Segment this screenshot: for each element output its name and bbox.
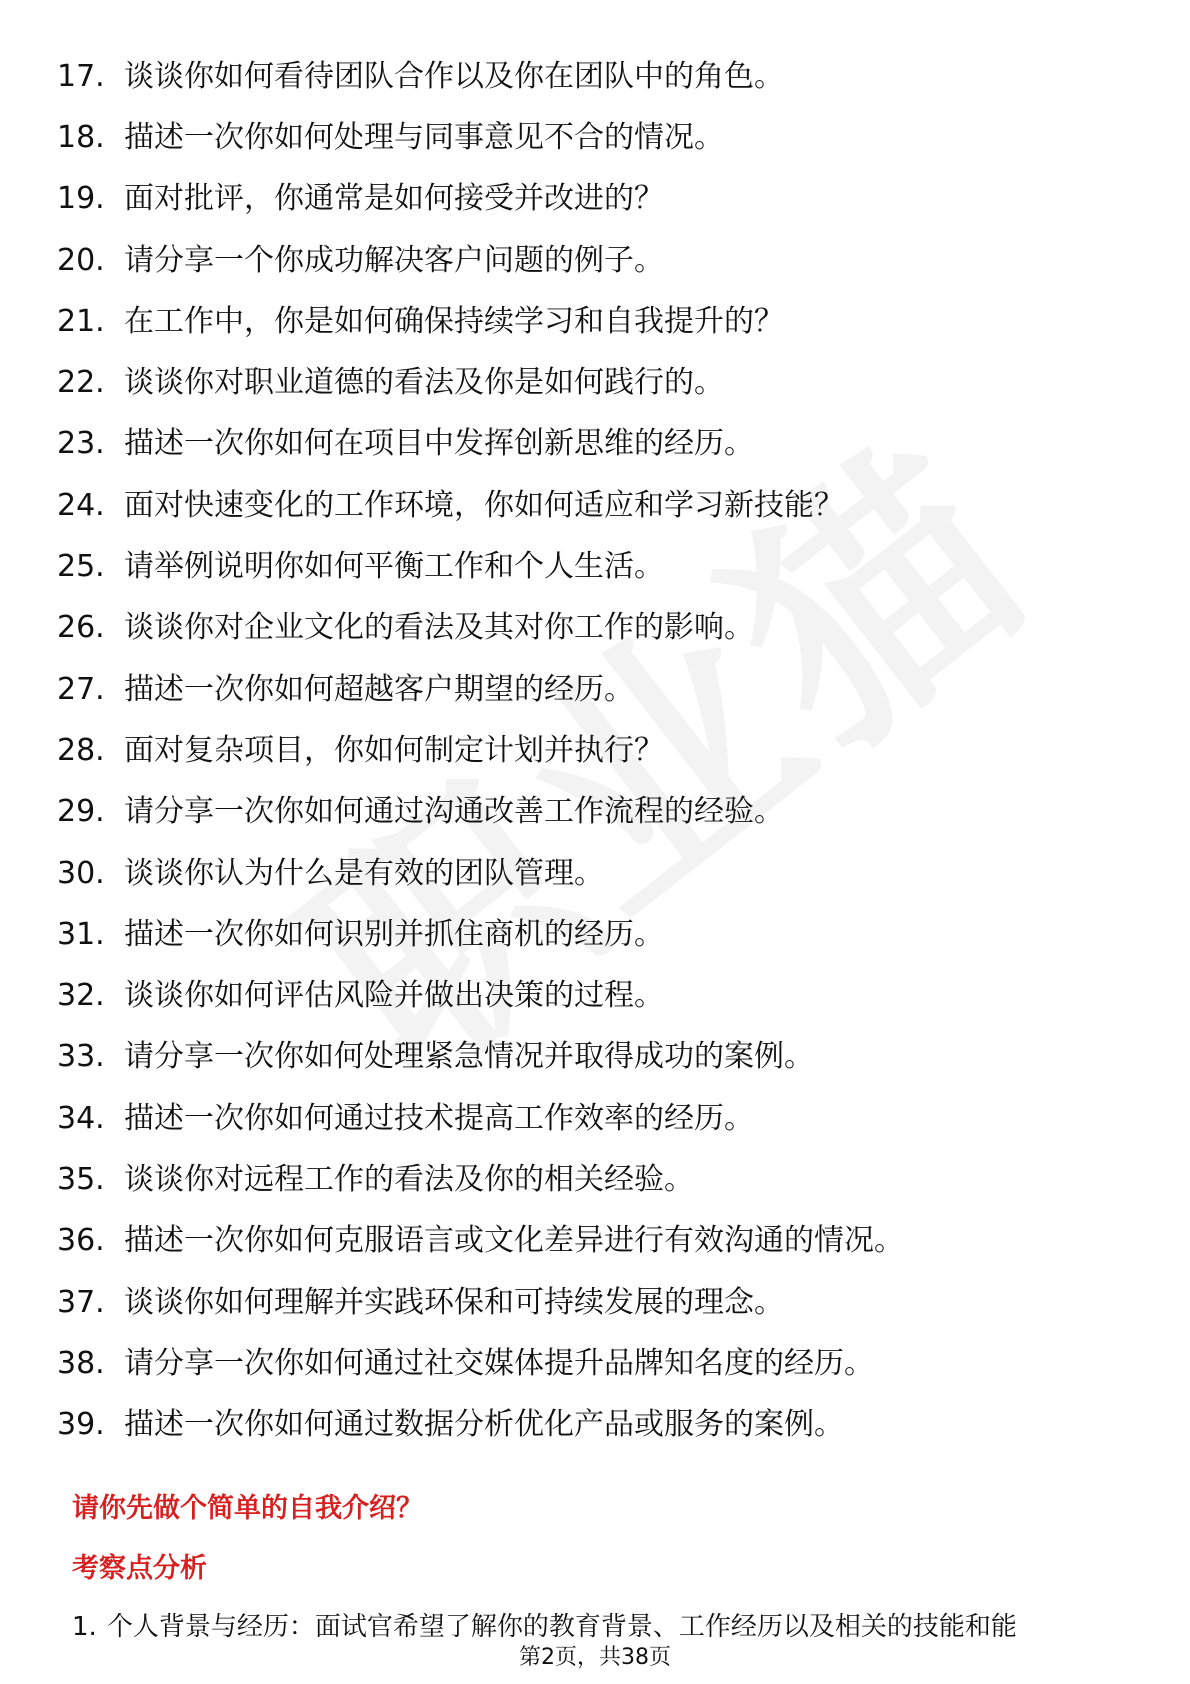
- list-item: [57, 1395, 904, 1456]
- item-text: 谈谈你对职业道德的看法及你是如何践行的。: [124, 365, 724, 401]
- item-text: 描述一次你如何处理与同事意见不合的情况。: [124, 119, 724, 155]
- item-number: 31.: [57, 916, 105, 952]
- list-item: [57, 352, 904, 413]
- item-number: 38.: [57, 1345, 105, 1381]
- item-text: 请分享一次你如何通过社交媒体提升品牌知名度的经历。: [124, 1345, 874, 1381]
- item-number: 27.: [57, 671, 105, 707]
- item-text: 描述一次你如何在项目中发挥创新思维的经历。: [124, 426, 754, 462]
- item-number: 20.: [57, 242, 105, 278]
- list-item: [57, 536, 904, 597]
- list-item: [57, 1088, 904, 1149]
- list-item: [57, 230, 904, 291]
- item-number: 29.: [57, 794, 105, 830]
- list-item: [57, 414, 904, 475]
- item-text: 面对批评，你通常是如何接受并改进的？: [124, 181, 664, 217]
- item-text: 请分享一次你如何通过沟通改善工作流程的经验。: [124, 794, 784, 830]
- item-text: 描述一次你如何通过数据分析优化产品或服务的案例。: [124, 1407, 844, 1443]
- item-text: 谈谈你对远程工作的看法及你的相关经验。: [124, 1161, 694, 1197]
- item-text: 谈谈你认为什么是有效的团队管理。: [124, 855, 604, 891]
- item-number: 36.: [57, 1223, 105, 1259]
- item-number: 33.: [57, 1039, 105, 1075]
- list-item: [57, 475, 904, 536]
- item-number: 30.: [57, 855, 105, 891]
- item-text: 在工作中，你是如何确保持续学习和自我提升的？: [124, 303, 784, 339]
- item-number: 21.: [57, 303, 105, 339]
- item-number: 32.: [57, 978, 105, 1014]
- list-item: [57, 720, 904, 781]
- item-text: 谈谈你如何评估风险并做出决策的过程。: [124, 978, 664, 1014]
- question-list: [57, 46, 904, 1456]
- list-item: [57, 782, 904, 843]
- item-number: 23.: [57, 426, 105, 462]
- item-number: 22.: [57, 365, 105, 401]
- analysis-number: 1.: [72, 1612, 97, 1642]
- item-text: 描述一次你如何超越客户期望的经历。: [124, 671, 634, 707]
- item-number: 26.: [57, 610, 105, 646]
- analysis-heading: 考察点分析: [72, 1553, 207, 1584]
- analysis-paragraph: [72, 1606, 1017, 1643]
- item-number: 35.: [57, 1161, 105, 1197]
- list-item: [57, 1211, 904, 1272]
- list-item: [57, 1149, 904, 1210]
- item-number: 18.: [57, 119, 105, 155]
- item-number: 24.: [57, 487, 105, 523]
- item-text: 描述一次你如何通过技术提高工作效率的经历。: [124, 1100, 754, 1136]
- list-item: [57, 843, 904, 904]
- item-text: 谈谈你对企业文化的看法及其对你工作的影响。: [124, 610, 754, 646]
- item-text: 谈谈你如何理解并实践环保和可持续发展的理念。: [124, 1284, 784, 1320]
- list-item: [57, 1333, 904, 1394]
- item-number: 34.: [57, 1100, 105, 1136]
- list-item: [57, 598, 904, 659]
- item-number: 25.: [57, 549, 105, 585]
- item-number: 17.: [57, 58, 105, 94]
- list-item: [57, 291, 904, 352]
- item-number: 28.: [57, 732, 105, 768]
- item-text: 请举例说明你如何平衡工作和个人生活。: [124, 549, 664, 585]
- item-text: 请分享一次你如何处理紧急情况并取得成功的案例。: [124, 1039, 814, 1075]
- list-item: [57, 904, 904, 965]
- item-number: 39.: [57, 1407, 105, 1443]
- list-item: [57, 659, 904, 720]
- list-item: [57, 1272, 904, 1333]
- item-number: 37.: [57, 1284, 105, 1320]
- analysis-text: 个人背景与经历：面试官希望了解你的教育背景、工作经历以及相关的技能和能: [106, 1612, 1017, 1642]
- list-item: [57, 1027, 904, 1088]
- list-item: [57, 46, 904, 107]
- list-item: [57, 107, 904, 168]
- item-number: 19.: [57, 181, 105, 217]
- question-heading: 请你先做个简单的自我介绍？: [72, 1493, 423, 1524]
- item-text: 谈谈你如何看待团队合作以及你在团队中的角色。: [124, 58, 784, 94]
- item-text: 描述一次你如何克服语言或文化差异进行有效沟通的情况。: [124, 1223, 904, 1259]
- item-text: 面对快速变化的工作环境，你如何适应和学习新技能？: [124, 487, 844, 523]
- item-text: 描述一次你如何识别并抓住商机的经历。: [124, 916, 664, 952]
- page-footer: 第2页，共38页: [519, 1645, 671, 1670]
- item-text: 请分享一个你成功解决客户问题的例子。: [124, 242, 664, 278]
- list-item: [57, 169, 904, 230]
- list-item: [57, 965, 904, 1026]
- item-text: 面对复杂项目，你如何制定计划并执行？: [124, 732, 664, 768]
